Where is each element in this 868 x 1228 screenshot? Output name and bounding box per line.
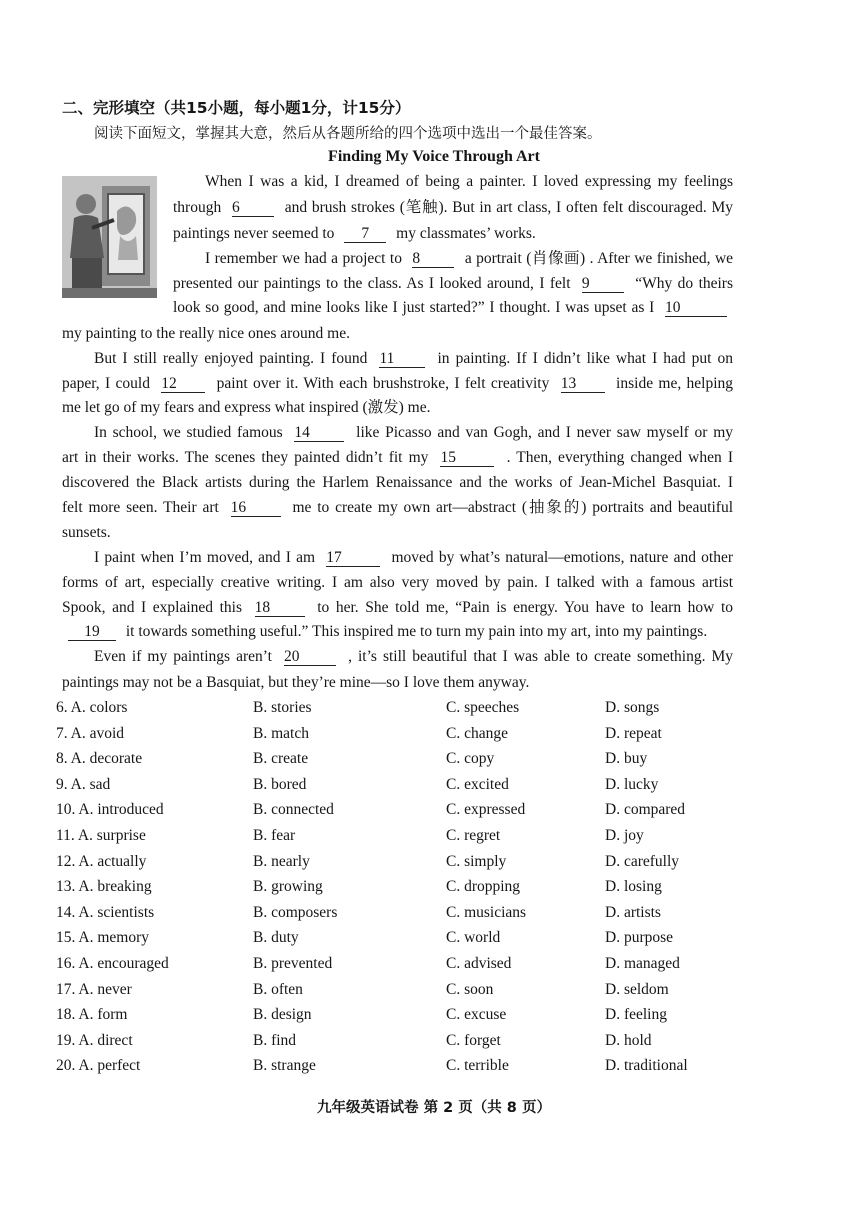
- option-row: [0, 749, 868, 771]
- passage-text: it towards something useful.” This inspired me to turn my pain into my art, into my paintings.: [125, 623, 708, 640]
- option-c: C. regret: [446, 827, 501, 844]
- option-d: D. managed: [605, 955, 680, 972]
- answer-blank-7: 7: [344, 225, 386, 243]
- option-a: 16. A. encouraged: [56, 955, 169, 972]
- answer-blank-6: 6: [232, 199, 274, 217]
- answer-blank-15: 15: [440, 449, 494, 467]
- passage-text: through: [173, 199, 222, 216]
- answer-blank-9: 9: [582, 275, 624, 293]
- option-b: B. nearly: [253, 852, 310, 870]
- answer-blank-19: 19: [68, 623, 116, 641]
- passage-text: paint over it. With each brushstroke, I felt creativity: [216, 375, 550, 392]
- passage-text: me to create my own art—abstract (抽象的) portraits and beautiful: [292, 499, 734, 516]
- passage-text: discovered the Black artists during the Harlem Renaissance and the works of Jean-Michel Basquiat. I: [62, 474, 733, 491]
- option-row: [0, 852, 868, 874]
- section-title: 二、完形填空（共15小题，每小题1分，计15分）: [62, 99, 411, 117]
- option-d: D. carefully: [605, 852, 680, 870]
- passage-line: [173, 298, 733, 318]
- passage-text: , it’s still beautiful that I was able to create something. My: [348, 648, 734, 665]
- option-c: C. excuse: [446, 1006, 507, 1024]
- passage-title: Finding My Voice Through Art: [328, 148, 540, 165]
- option-a: 10. A. introduced: [56, 801, 164, 819]
- passage-text: . Then, everything changed when I: [506, 449, 733, 466]
- passage-line: [205, 249, 733, 269]
- section-instructions: 阅读下面短文，掌握其大意，然后从各题所给的四个选项中选出一个最佳答案。: [94, 126, 602, 142]
- passage-text: In school, we studied famous: [94, 424, 283, 441]
- option-a: 17. A. never: [56, 980, 132, 998]
- passage-text: art in their works. The scenes they painted didn’t fit my: [62, 449, 429, 466]
- passage-text: paintings may not be a Basquiat, but they’re mine—so I love them anyway.: [62, 674, 530, 691]
- passage-line: [62, 374, 733, 394]
- passage-text: presented our paintings to the class. As I looked around, I felt: [173, 275, 571, 292]
- option-d: D. seldom: [605, 980, 669, 998]
- passage-text: When I was a kid, I dreamed of being a painter. I loved expressing my feelings: [205, 173, 733, 190]
- passage-line: [62, 448, 733, 468]
- option-d: D. feeling: [605, 1006, 667, 1024]
- passage-line: [94, 349, 733, 369]
- option-a: 7. A. avoid: [56, 724, 125, 742]
- option-c: C. terrible: [446, 1057, 509, 1075]
- answer-blank-13: 13: [561, 375, 605, 393]
- option-a: 8. A. decorate: [56, 750, 143, 768]
- option-d: D. artists: [605, 903, 661, 921]
- option-d: D. buy: [605, 750, 648, 768]
- passage-text: my classmates’ works.: [396, 225, 536, 242]
- answer-blank-12: 12: [161, 375, 205, 393]
- passage-line: [94, 548, 733, 568]
- passage-text: to her. She told me, “Pain is energy. You have to learn how to: [317, 599, 734, 616]
- option-b: B. create: [253, 750, 309, 768]
- passage-line: [62, 673, 733, 693]
- passage-line: [62, 573, 733, 593]
- option-b: B. prevented: [253, 955, 333, 972]
- answer-blank-20: 20: [284, 648, 336, 666]
- option-a: 11. A. surprise: [56, 827, 146, 844]
- passage-text: and brush strokes (笔触). But in art class, I often felt discouraged. My: [284, 199, 733, 216]
- option-row: [0, 1056, 868, 1078]
- option-d: D. repeat: [605, 724, 662, 742]
- passage-text: my painting to the really nice ones around me.: [62, 325, 350, 342]
- option-c: C. simply: [446, 852, 507, 870]
- passage-text: forms of art, especially creative writing. I am also very moved by pain. I talked with a famous artist: [62, 574, 733, 591]
- option-d: D. compared: [605, 801, 686, 819]
- option-c: C. dropping: [446, 878, 521, 896]
- option-row: [0, 1005, 868, 1027]
- option-row: [0, 877, 868, 899]
- option-c: C. expressed: [446, 801, 526, 819]
- option-b: B. strange: [253, 1057, 316, 1075]
- passage-text: moved by what’s natural—emotions, nature and other: [391, 549, 733, 566]
- answer-blank-17: 17: [326, 549, 380, 567]
- option-b: B. bored: [253, 775, 307, 793]
- option-b: B. fear: [253, 827, 296, 844]
- passage-text: look so good, and mine looks like I just started?” I thought. I was upset as I: [173, 299, 655, 316]
- option-row: [0, 903, 868, 925]
- option-b: B. find: [253, 1031, 297, 1049]
- option-c: C. world: [446, 929, 501, 947]
- answer-blank-14: 14: [294, 424, 344, 442]
- passage-text: I remember we had a project to: [205, 250, 402, 267]
- option-c: C. advised: [446, 955, 512, 972]
- option-d: D. purpose: [605, 929, 674, 947]
- option-c: C. speeches: [446, 699, 520, 716]
- option-b: B. composers: [253, 903, 338, 921]
- option-row: [0, 954, 868, 976]
- option-c: C. musicians: [446, 903, 527, 921]
- option-b: B. design: [253, 1006, 312, 1024]
- passage-text: felt more seen. Their art: [62, 499, 219, 516]
- option-a: 14. A. scientists: [56, 903, 155, 921]
- option-d: D. traditional: [605, 1057, 688, 1075]
- passage-text: sunsets.: [62, 524, 111, 541]
- option-a: 18. A. form: [56, 1006, 128, 1024]
- answer-blank-11: 11: [379, 350, 425, 368]
- passage-text: paper, I could: [62, 375, 150, 392]
- option-a: 13. A. breaking: [56, 878, 152, 896]
- option-row: [0, 826, 868, 848]
- option-a: 12. A. actually: [56, 852, 147, 870]
- option-c: C. excited: [446, 775, 509, 793]
- option-b: B. often: [253, 980, 303, 998]
- option-a: 6. A. colors: [56, 699, 128, 716]
- option-a: 9. A. sad: [56, 775, 111, 793]
- option-b: B. match: [253, 724, 309, 742]
- passage-line: [62, 473, 733, 493]
- option-row: [0, 800, 868, 822]
- option-b: B. growing: [253, 878, 323, 896]
- option-d: D. songs: [605, 699, 660, 716]
- passage-line: [94, 423, 733, 443]
- passage-line: [173, 274, 733, 294]
- passage-text: Even if my paintings aren’t: [94, 648, 272, 665]
- option-a: 20. A. perfect: [56, 1057, 141, 1075]
- option-d: D. losing: [605, 878, 662, 896]
- passage-line: [62, 622, 733, 642]
- option-row: [0, 724, 868, 746]
- passage-line: [173, 224, 553, 244]
- option-c: C. soon: [446, 980, 494, 998]
- option-row: [0, 698, 868, 720]
- passage-line: [62, 598, 733, 618]
- option-a: 19. A. direct: [56, 1031, 133, 1049]
- passage-line: [62, 498, 733, 518]
- page-footer: 九年级英语试卷 第 2 页（共 8 页）: [317, 1100, 551, 1116]
- passage-text: But I still really enjoyed painting. I found: [94, 350, 368, 367]
- option-a: 15. A. memory: [56, 929, 149, 947]
- option-b: B. connected: [253, 801, 334, 819]
- option-d: D. hold: [605, 1031, 652, 1049]
- passage-text: “Why do theirs: [635, 275, 734, 292]
- option-row: [0, 775, 868, 797]
- passage-line: [173, 198, 733, 218]
- passage-line: [94, 647, 733, 667]
- answer-blank-16: 16: [231, 499, 281, 517]
- passage-text: like Picasso and van Gogh, and I never saw myself or my: [356, 424, 734, 441]
- option-row: [0, 928, 868, 950]
- answer-blank-18: 18: [255, 599, 305, 617]
- option-b: B. stories: [253, 699, 312, 716]
- option-row: [0, 1031, 868, 1053]
- passage-text: I paint when I’m moved, and I am: [94, 549, 316, 566]
- passage-text: inside me, helping: [616, 375, 734, 392]
- answer-blank-8: 8: [412, 250, 454, 268]
- option-c: C. forget: [446, 1031, 501, 1049]
- boy-painting-illustration: [62, 176, 157, 298]
- option-b: B. duty: [253, 929, 299, 947]
- passage-text: a portrait (肖像画) . After we finished, we: [464, 250, 734, 267]
- option-row: [0, 980, 868, 1002]
- answer-blank-10: 10: [665, 299, 727, 317]
- option-d: D. lucky: [605, 775, 659, 793]
- passage-text: in painting. If I didn’t like what I had put on: [437, 350, 734, 367]
- passage-text: paintings never seemed to: [173, 225, 335, 242]
- passage-line: [62, 398, 733, 418]
- option-d: D. joy: [605, 827, 644, 844]
- option-c: C. copy: [446, 750, 495, 768]
- passage-text: Spook, and I explained this: [62, 599, 243, 616]
- passage-line: [205, 172, 733, 192]
- passage-text: me let go of my fears and express what inspired (激发) me.: [62, 399, 431, 416]
- option-c: C. change: [446, 724, 508, 742]
- passage-line: [62, 324, 733, 344]
- passage-line: [62, 523, 733, 543]
